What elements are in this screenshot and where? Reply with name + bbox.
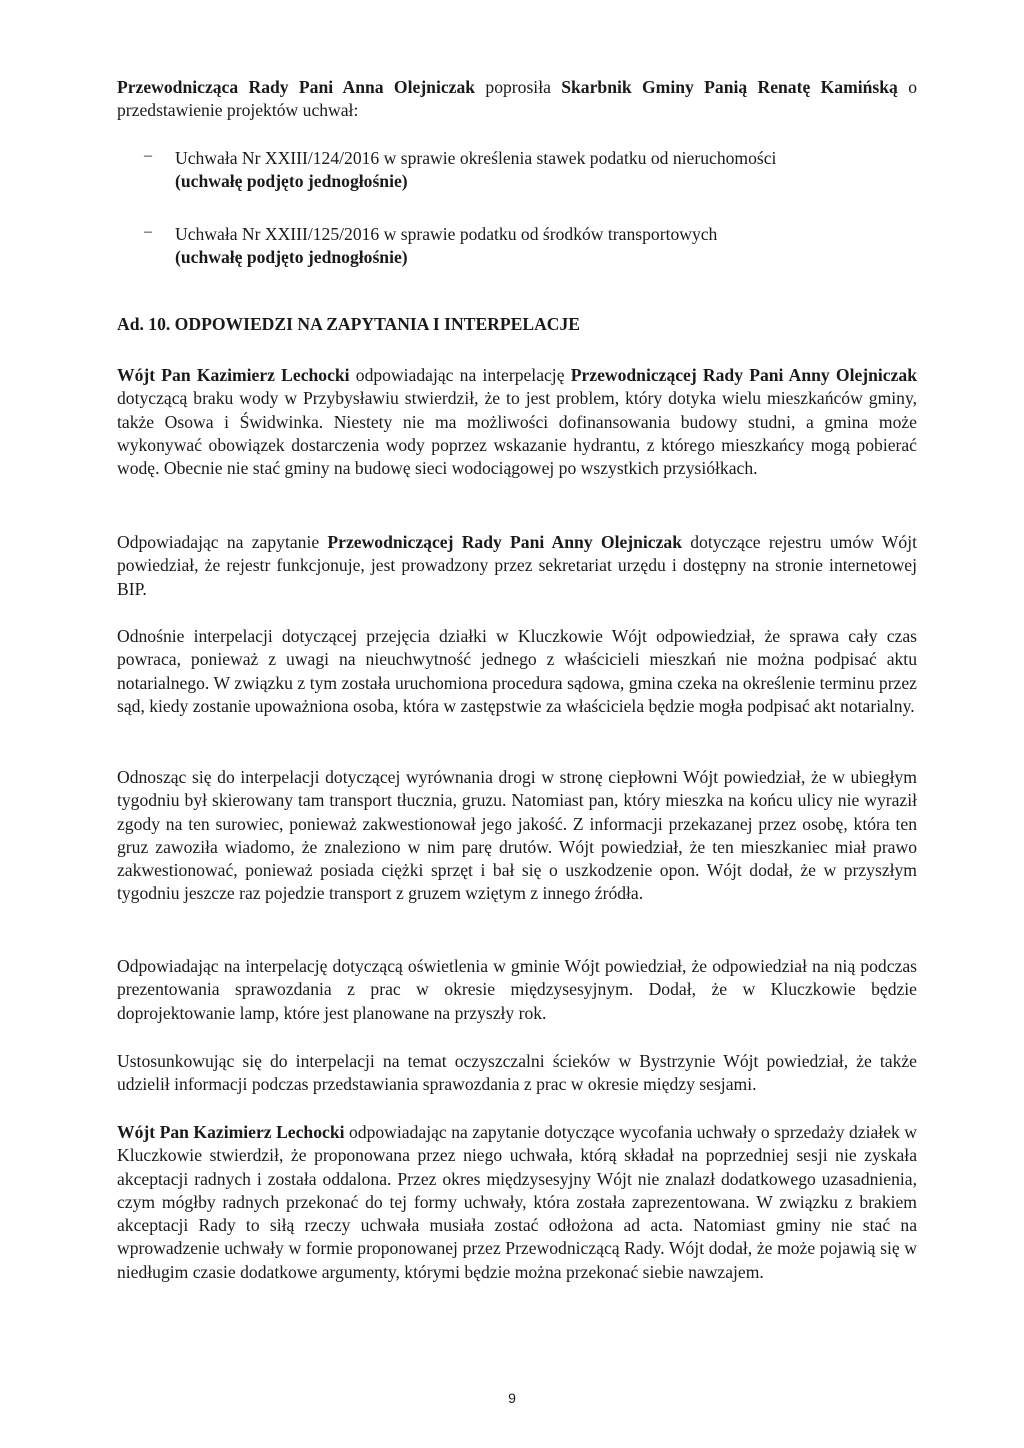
paragraph-road: Odnosząc się do interpelacji dotyczącej wyrównania drogi w stronę ciepłowni Wójt powiedział, że w ubiegłym tygodniu był skierowany tam transport tłucznia, gruzu. Natomiast pan, który mieszka na końcu ulicy nie wyraził zgody na ten surowiec, ponieważ zakwestionował jego jakość. Z informacji przekazanej przez osobę, która ten gruz zawoziła wiadomo, że znaleziono w nim parę drutów. Wójt powiedział, że ten mieszkaniec miał prawo zakwestionować, ponieważ posiada ciężki sprzęt i bał się o uszkodzenie opon. Wójt dodał, że w przyszłym tygodniu jeszcze raz pojedzie transport z gruzem wziętym z innego źródła. [117, 767, 917, 904]
intro-text-1: poprosiła [475, 77, 562, 97]
paragraph-resolution-withdrawal [117, 1121, 917, 1284]
resolution-text [175, 147, 917, 194]
chairwoman-name: Przewodniczącej Rady Pani Anny Olejniczak [570, 365, 918, 385]
treasurer-name: Skarbnik Gminy Panią Renatę Kamińską [561, 77, 898, 97]
paragraph-register [117, 531, 917, 601]
resolution-text [175, 223, 917, 270]
paragraph-water [117, 364, 917, 480]
paragraph-lighting: Odpowiadając na interpelację dotyczącą oświetlenia w gminie Wójt powiedział, że odpowiedział na nią podczas prezentowania sprawozdania z prac w okresie międzysesyjnym. Dodał, że w Kluczkowie będzie doprojektowanie lamp, które jest planowane na przyszły rok. [117, 956, 917, 1023]
mayor-name: Wójt Pan Kazimierz Lechocki [117, 1122, 345, 1142]
page-number: 9 [508, 1390, 516, 1406]
intro-paragraph [117, 76, 917, 123]
resolution-item-124 [117, 147, 917, 194]
p1-text-1: odpowiadając na interpelację [349, 365, 571, 385]
resolution-item-125 [117, 223, 917, 270]
p7-text-1: odpowiadając na zapytanie dotyczące wycofania uchwały o sprzedaży działek w Kluczkowie stwierdził, że proponowana przez niego uchwała, którą składał na poprzedniej sesji nie zyskała akceptacji radnych i została oddalona. Przez okres międzysesyjny Wójt nie znalazł dodatkowego uzasadnienia, czym mógłby radnych przekonać do tej formy uchwały, która została zaprezentowana. W związku z brakiem akceptacji Rady to siłą rzeczy uchwała musiała zostać odłożona ad acta. Natomiast gminy nie stać na wprowadzenie uchwały w formie proponowanej przez Przewodniczącą Rady. Wójt dodał, że może pojawią się w niedługim czasie dodatkowe argumenty, którymi będzie można przekonać siebie nawzajem. [117, 1122, 917, 1282]
p2-text-1: Odpowiadając na zapytanie [117, 532, 328, 552]
mayor-name: Wójt Pan Kazimierz Lechocki [117, 365, 350, 385]
resolution-result: (uchwałę podjęto jednogłośnie) [175, 247, 408, 268]
paragraph-sewage: Ustosunkowując się do interpelacji na temat oczyszczalni ścieków w Bystrzynie Wójt powiedział, że także udzielił informacji podczas przedstawiania sprawozdania z prac w okresie między sesjami. [117, 1051, 917, 1095]
chairwoman-name: Przewodniczącej Rady Pani Anny Olejniczak [327, 532, 682, 552]
resolution-title: Uchwała Nr XXIII/125/2016 w sprawie podatku od środków transportowych [175, 224, 718, 244]
p1-text-2: dotyczącą braku wody w Przybysławiu stwierdził, że to jest problem, który dotyka wielu mieszkańców gminy, także Osowa i Świdwinka. Niestety nie ma możliwości dofinansowania budowy studni, a gmina może wykonywać obowiązek dostarczenia wody poprzez wskazanie hydrantu, z którego mieszkańcy mogą pobierać wodę. Obecnie nie stać gminy na budowę sieci wodociągowej po wszystkich przysiółkach. [117, 388, 917, 479]
resolution-title: Uchwała Nr XXIII/124/2016 w sprawie określenia stawek podatku od nieruchomości [175, 148, 777, 168]
paragraph-plot: Odnośnie interpelacji dotyczącej przejęcia działki w Kluczkowie Wójt odpowiedział, że sprawa cały czas powraca, ponieważ z uwagi na nieuchwytność jednego z właścicieli mieszkań nie można podpisać aktu notarialnego. W związku z tym została uruchomiona procedura sądowa, gmina czeka na określenie terminu przez sąd, kiedy zostanie upoważniona osoba, która w zastępstwie za właściciela będzie mogła podpisać akt notarialny. [117, 626, 917, 716]
p2-text-2: dotyczące rejestru umów Wójt powiedział, że rejestr funkcjonuje, jest prowadzony przez sekretariat urzędu i dostępny na stronie internetowej BIP. [117, 532, 917, 599]
section-heading: Ad. 10. ODPOWIEDZI NA ZAPYTANIA I INTERPELACJE [117, 314, 581, 334]
list-dash: – [144, 223, 152, 240]
list-dash: – [144, 147, 152, 164]
chairwoman-name: Przewodnicząca Rady Pani Anna Olejniczak [117, 77, 476, 97]
intro-text-2: o przedstawienie projektów uchwał: [117, 77, 918, 121]
resolution-result: (uchwałę podjęto jednogłośnie) [175, 171, 408, 192]
